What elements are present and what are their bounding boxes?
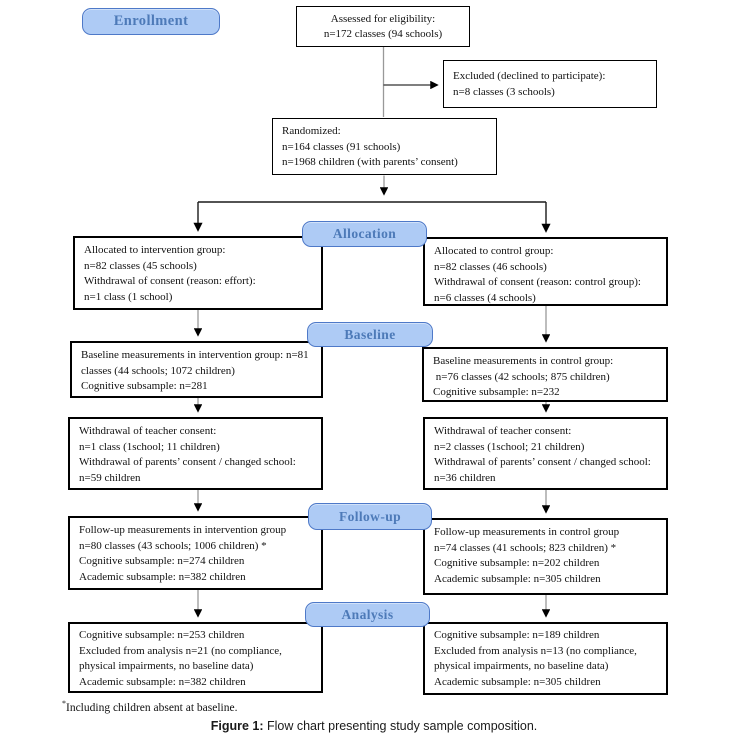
box-text: Excluded from analysis n=13 (no compliance, [434,644,637,657]
box-text: classes (44 schools; 1072 children) [81,364,235,377]
stage-badge-allocation [302,221,427,247]
box-text: n=8 classes (3 schools) [453,85,555,98]
stage-badge-enrollment-label: Enrollment [113,13,189,29]
box-text: n=172 classes (94 schools) [323,28,443,40]
stage-badge-followup [308,503,432,530]
box-text: n=36 children [434,471,496,484]
box-text: physical impairments, no baseline data) [434,660,609,672]
box-text: Cognitive subsample: n=274 children [79,555,245,567]
box-text: Academic subsample: n=305 children [434,572,601,585]
box-allocation-control [423,237,668,306]
footnote [62,699,237,714]
box-text: n=74 classes (41 schools; 823 children) * [434,541,617,554]
box-text: Cognitive subsample: n=253 children [79,629,245,641]
box-text: Academic subsample: n=382 children [79,570,246,583]
box-text: n=59 children [79,471,141,484]
stage-badge-allocation-label: Allocation [332,226,397,241]
box-text: n=164 classes (91 schools) [282,140,401,153]
box-text: Follow-up measurements in control group [434,526,620,538]
box-text: Baseline measurements in control group: [433,355,614,367]
stage-badge-followup-label: Follow-up [338,508,402,524]
box-text: Withdrawal of consent (reason: effort): [84,275,256,287]
box-text: Withdrawal of parents’ consent / changed school: [434,456,651,468]
box-text: n=82 classes (45 schools) [84,259,197,272]
box-text: n=1 class (1 school) [84,290,173,303]
box-analysis-intervention [68,622,323,693]
box-allocation-intervention [73,236,323,310]
stage-badge-baseline [307,322,433,347]
box-text: Cognitive subsample: n=281 [81,380,208,392]
box-analysis-control [423,622,668,695]
stage-badge-analysis [305,602,430,627]
box-excluded [443,60,657,108]
box-text: n=76 classes (42 schools; 875 children) [433,370,610,383]
box-text: Cognitive subsample: n=232 [433,386,560,398]
box-text: Cognitive subsample: n=189 children [434,629,600,641]
box-text: physical impairments, no baseline data) [79,660,254,672]
box-text: Withdrawal of parents’ consent / changed school: [79,456,296,468]
box-withdrawal-intervention [68,417,323,490]
box-text: Follow-up measurements in intervention group [79,524,287,536]
box-text: n=6 classes (4 schools) [434,291,536,304]
box-text: Withdrawal of consent (reason: control group): [434,276,641,288]
box-text: Excluded from analysis n=21 (no compliance, [79,644,282,657]
box-assessed-eligibility [296,6,470,47]
stage-badge-enrollment [82,8,220,35]
box-text: Assessed for eligibility: [330,13,436,25]
box-text: Academic subsample: n=382 children [79,675,246,688]
box-text: Withdrawal of teacher consent: [434,425,572,437]
box-text: Academic subsample: n=305 children [434,675,601,688]
figure-caption-text: Flow chart presenting study sample composition. [263,719,538,733]
box-followup-intervention [68,516,323,590]
box-text: n=1968 children (with parents’ consent) [282,156,458,168]
box-randomized [272,118,497,175]
box-text: Baseline measurements in intervention group: n=81 [81,349,309,361]
box-text: Excluded (declined to participate): [453,70,606,82]
box-text: Cognitive subsample: n=202 children [434,557,600,569]
box-text: n=82 classes (46 schools) [434,260,547,273]
box-text: n=1 class (1school; 11 children) [79,440,220,453]
box-text: n=80 classes (43 schools; 1006 children) * [79,539,267,552]
box-withdrawal-control [423,417,668,490]
box-text: n=2 classes (1school; 21 children) [434,440,585,453]
box-text: Allocated to intervention group: [84,244,226,256]
footnote-asterisk: * [62,699,66,708]
box-text: Randomized: [282,125,341,137]
figure-caption [0,719,748,733]
box-baseline-control [422,347,668,402]
box-text: Allocated to control group: [434,245,554,257]
box-followup-control [423,518,668,595]
footnote-text: Including children absent at baseline. [66,701,238,714]
stage-badge-analysis-label: Analysis [341,606,394,622]
stage-badge-baseline-label: Baseline [344,326,396,342]
box-baseline-intervention [70,341,323,398]
figure-caption-label: Figure 1: [210,719,264,733]
box-text: Withdrawal of teacher consent: [79,425,217,437]
